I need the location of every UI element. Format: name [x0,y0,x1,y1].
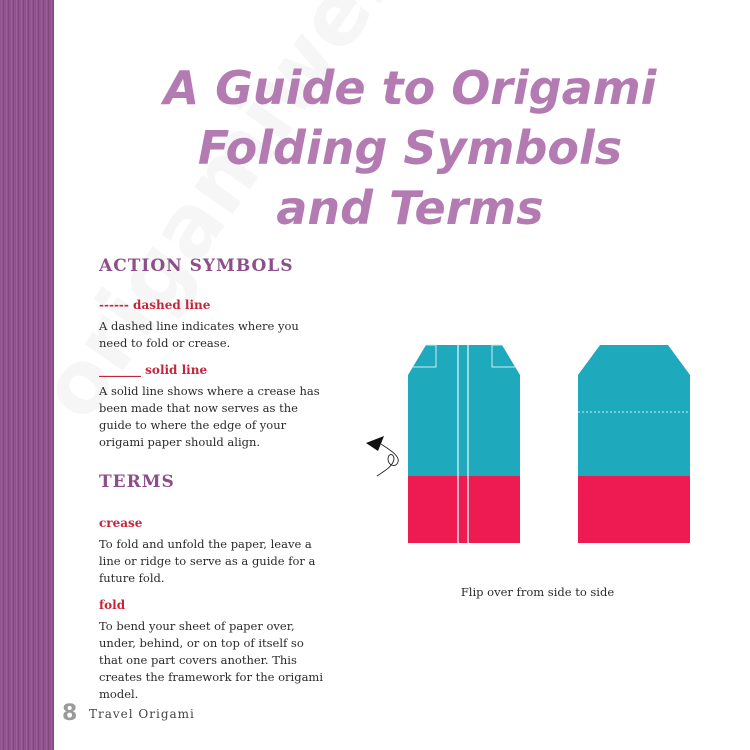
title-line-3: and Terms [276,181,544,235]
origami-model-back [578,345,690,543]
terms-heading: TERMS [99,472,175,492]
crease-term: crease [99,516,143,530]
crease-description: To fold and unfold the paper, leave a line or ridge to serve as a guide for a future fold. [99,537,316,585]
dashed-line-description: A dashed line indicates where you need to fold or crease. [99,319,299,350]
diagram-caption: Flip over from side to side [460,585,615,599]
dashed-line-term: ------ dashed line [99,298,211,312]
fold-description: To bend your sheet of paper over, under, behind, or on top of itself so that one part covers another. This creates the framework for the origami model. [99,619,324,701]
page-title [80,58,740,238]
action-symbols-heading: ACTION SYMBOLS [99,256,294,276]
purple-spine-border [0,0,54,750]
flip-over-diagram [360,340,700,550]
fold-term: fold [99,598,126,612]
solid-line-description: A solid line shows where a crease has been made that now serves as the guide to where the edge of your origami paper should align. [99,384,320,449]
title-line-2: Folding Symbols [197,121,623,175]
flip-over-arrow-icon [366,436,398,476]
book-title: Travel Origami [89,707,195,721]
solid-line-term: _______ solid line [99,363,208,377]
page-number: 8 [62,701,78,726]
title-line-1: A Guide to Origami [163,61,657,115]
origami-model-front [408,345,520,543]
